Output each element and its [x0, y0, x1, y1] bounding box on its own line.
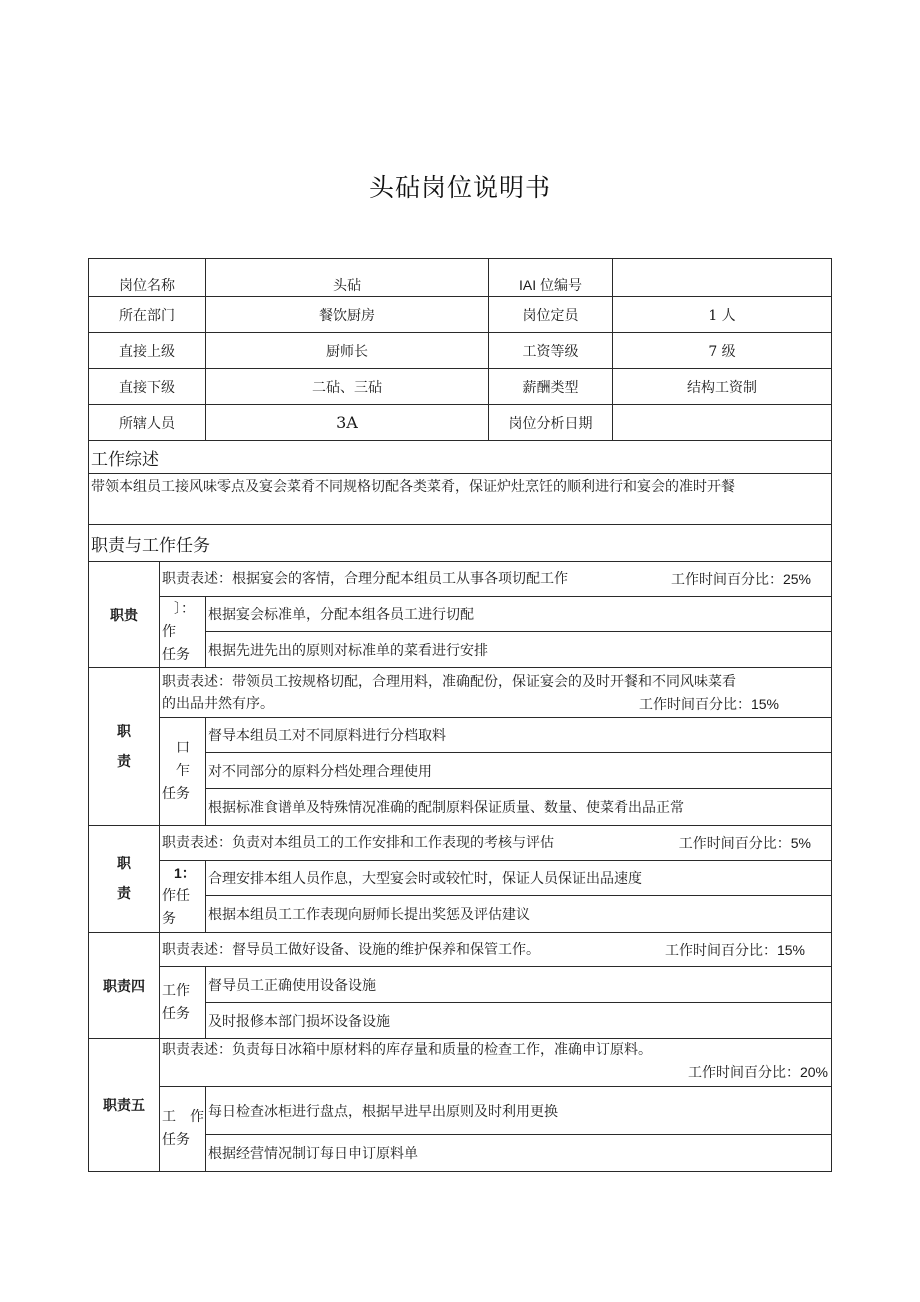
duty-1-task-label-c: 任务 [162, 646, 190, 663]
label-subordinates: 直接下级 [89, 369, 206, 405]
duty-4-task-2: 及时报修本部门损坏设备设施 [206, 1003, 832, 1039]
label-salary-grade: 工资等级 [489, 333, 613, 369]
duty-3-task-label-c: 务 [162, 911, 176, 927]
duty-4-task-label [160, 967, 206, 1039]
duty-4-label: 职责四 [89, 933, 160, 1039]
value-headcount: 1 人 [613, 297, 832, 333]
duty-5-task-2: 根据经营情况制订每日申订原料单 [206, 1135, 832, 1172]
duty-1-percentage: 工作时间百分比：25% [670, 571, 811, 587]
value-staff-count: 3A [206, 405, 489, 441]
duty-4-task-label-a: 工作 [162, 982, 190, 999]
duty-2-task-label-b: 任务 [162, 786, 190, 802]
value-position-name: 头砧 [206, 259, 489, 297]
label-staff-count: 所辖人员 [89, 405, 206, 441]
duty-5-desc-row [89, 1039, 832, 1087]
duty-1-task-2: 根据先进先出的原则对标准单的菜看进行安排 [206, 632, 832, 668]
duty-2-task-1: 督导本组员工对不同原料进行分档取料 [206, 718, 832, 753]
duty-5-task-label [160, 1087, 206, 1172]
duty-1-task-1: 根据宴会标准单，分配本组各员工进行切配 [206, 597, 832, 632]
duty-2-description-line2: 的出品井然有序。 [162, 695, 274, 712]
label-supervisor: 直接上级 [89, 333, 206, 369]
duty-5-label: 职责五 [89, 1039, 160, 1172]
duty-3-task-2: 根据本组员工工作表现向厨师长提出奖惩及评估建议 [206, 896, 832, 933]
duties-heading: 职责与工作任务 [89, 525, 832, 562]
value-department: 餐饮厨房 [206, 297, 489, 333]
value-supervisor: 厨师长 [206, 333, 489, 369]
label-analysis-date: 岗位分析日期 [489, 405, 613, 441]
page-title: 头砧岗位说明书 [368, 173, 551, 202]
label-headcount: 岗位定员 [489, 297, 613, 333]
duty-1-task-label-b: 作 [162, 623, 176, 640]
duty-3-label [89, 826, 160, 933]
duty-2-desc-row [89, 668, 832, 718]
duty-1-task-label-a: 〕： [174, 600, 195, 617]
duty-1-desc-row [89, 562, 832, 597]
summary-text: 带领本组员工接风味零点及宴会菜肴不同规格切配各类菜肴，保证炉灶烹饪的顺利进行和宴会的准时开餐 [89, 474, 832, 525]
duty-3-percentage: 工作时间百分比：5% [678, 835, 811, 851]
duty-5-task-label-b: 任务 [162, 1132, 190, 1148]
duty-1-description: 职责表述：根据宴会的客情，合理分配本组员工从事各项切配工作 [162, 571, 568, 587]
label-department: 所在部门 [89, 297, 206, 333]
duty-2-task-3: 根据标准食谱单及特殊情况准确的配制原料保证质量、数量、使菜肴出品正常 [206, 789, 832, 826]
duty-3-task-1: 合理安排本组人员作息，大型宴会时或较忙时，保证人员保证出品速度 [206, 861, 832, 896]
info-row [89, 259, 832, 297]
value-subordinates: 二砧、三砧 [206, 369, 489, 405]
info-row [89, 333, 832, 369]
label-position-code: IAI 位编号 [489, 259, 613, 297]
duty-3-label-b: 责 [117, 886, 131, 902]
value-salary-grade: 7 级 [613, 333, 832, 369]
info-row [89, 369, 832, 405]
duty-2-label-b: 责 [117, 753, 131, 770]
duty-3-label-a: 职 [117, 856, 131, 872]
job-description-table [88, 258, 832, 1172]
info-row [89, 297, 832, 333]
duty-4-task-label-b: 任务 [162, 1005, 190, 1022]
duty-3-description: 职责表述：负责对本组员工的工作安排和工作表现的考核与评估 [162, 835, 554, 851]
duty-3-task-label-b: 作任 [162, 888, 190, 904]
label-pay-type: 薪酬类型 [489, 369, 613, 405]
duty-4-description: 职责表述：督导员工做好设备、设施的维护保养和保管工作。 [162, 941, 540, 958]
duty-2-task-label [160, 718, 206, 826]
duty-3-task-label-a: 1： [174, 865, 196, 881]
duty-2-label [89, 668, 160, 826]
duty-5-task-label-a: 工 作 [162, 1109, 204, 1125]
duty-1-label: 职贵 [89, 562, 160, 668]
duty-5-task-1: 每日检查冰柜进行盘点，根据早进早出原则及时利用更换 [206, 1087, 832, 1135]
summary-heading: 工作综述 [89, 441, 832, 474]
value-position-code [613, 259, 832, 297]
duty-3-task-label [160, 861, 206, 933]
duty-2-description-line1: 职责表述：带领员工按规格切配，合理用料，准确配份，保证宴会的及时开餐和不同风味菜看 [162, 673, 736, 690]
duty-5-description: 职责表述：负责每日冰箱中原材料的库存量和质量的检查工作，准确申订原料。 [162, 1042, 652, 1058]
duty-3-desc-row [89, 826, 832, 861]
duty-4-task-1: 督导员工正确使用设备设施 [206, 967, 832, 1003]
info-row [89, 405, 832, 441]
label-position-name: 岗位名称 [89, 259, 206, 297]
duty-2-label-a: 职 [117, 723, 131, 740]
duty-5-percentage: 工作时间百分比：20% [687, 1064, 828, 1080]
duty-2-percentage: 工作时间百分比：15% [638, 695, 779, 712]
duty-2-task-label-a: 口乍 [176, 740, 190, 779]
duty-4-percentage: 工作时间百分比：15% [664, 941, 805, 958]
duty-1-task-label [160, 597, 206, 668]
duty-4-desc-row [89, 933, 832, 967]
value-analysis-date [613, 405, 832, 441]
duty-2-task-2: 对不同部分的原料分档处理合理使用 [206, 753, 832, 789]
value-pay-type: 结构工资制 [613, 369, 832, 405]
